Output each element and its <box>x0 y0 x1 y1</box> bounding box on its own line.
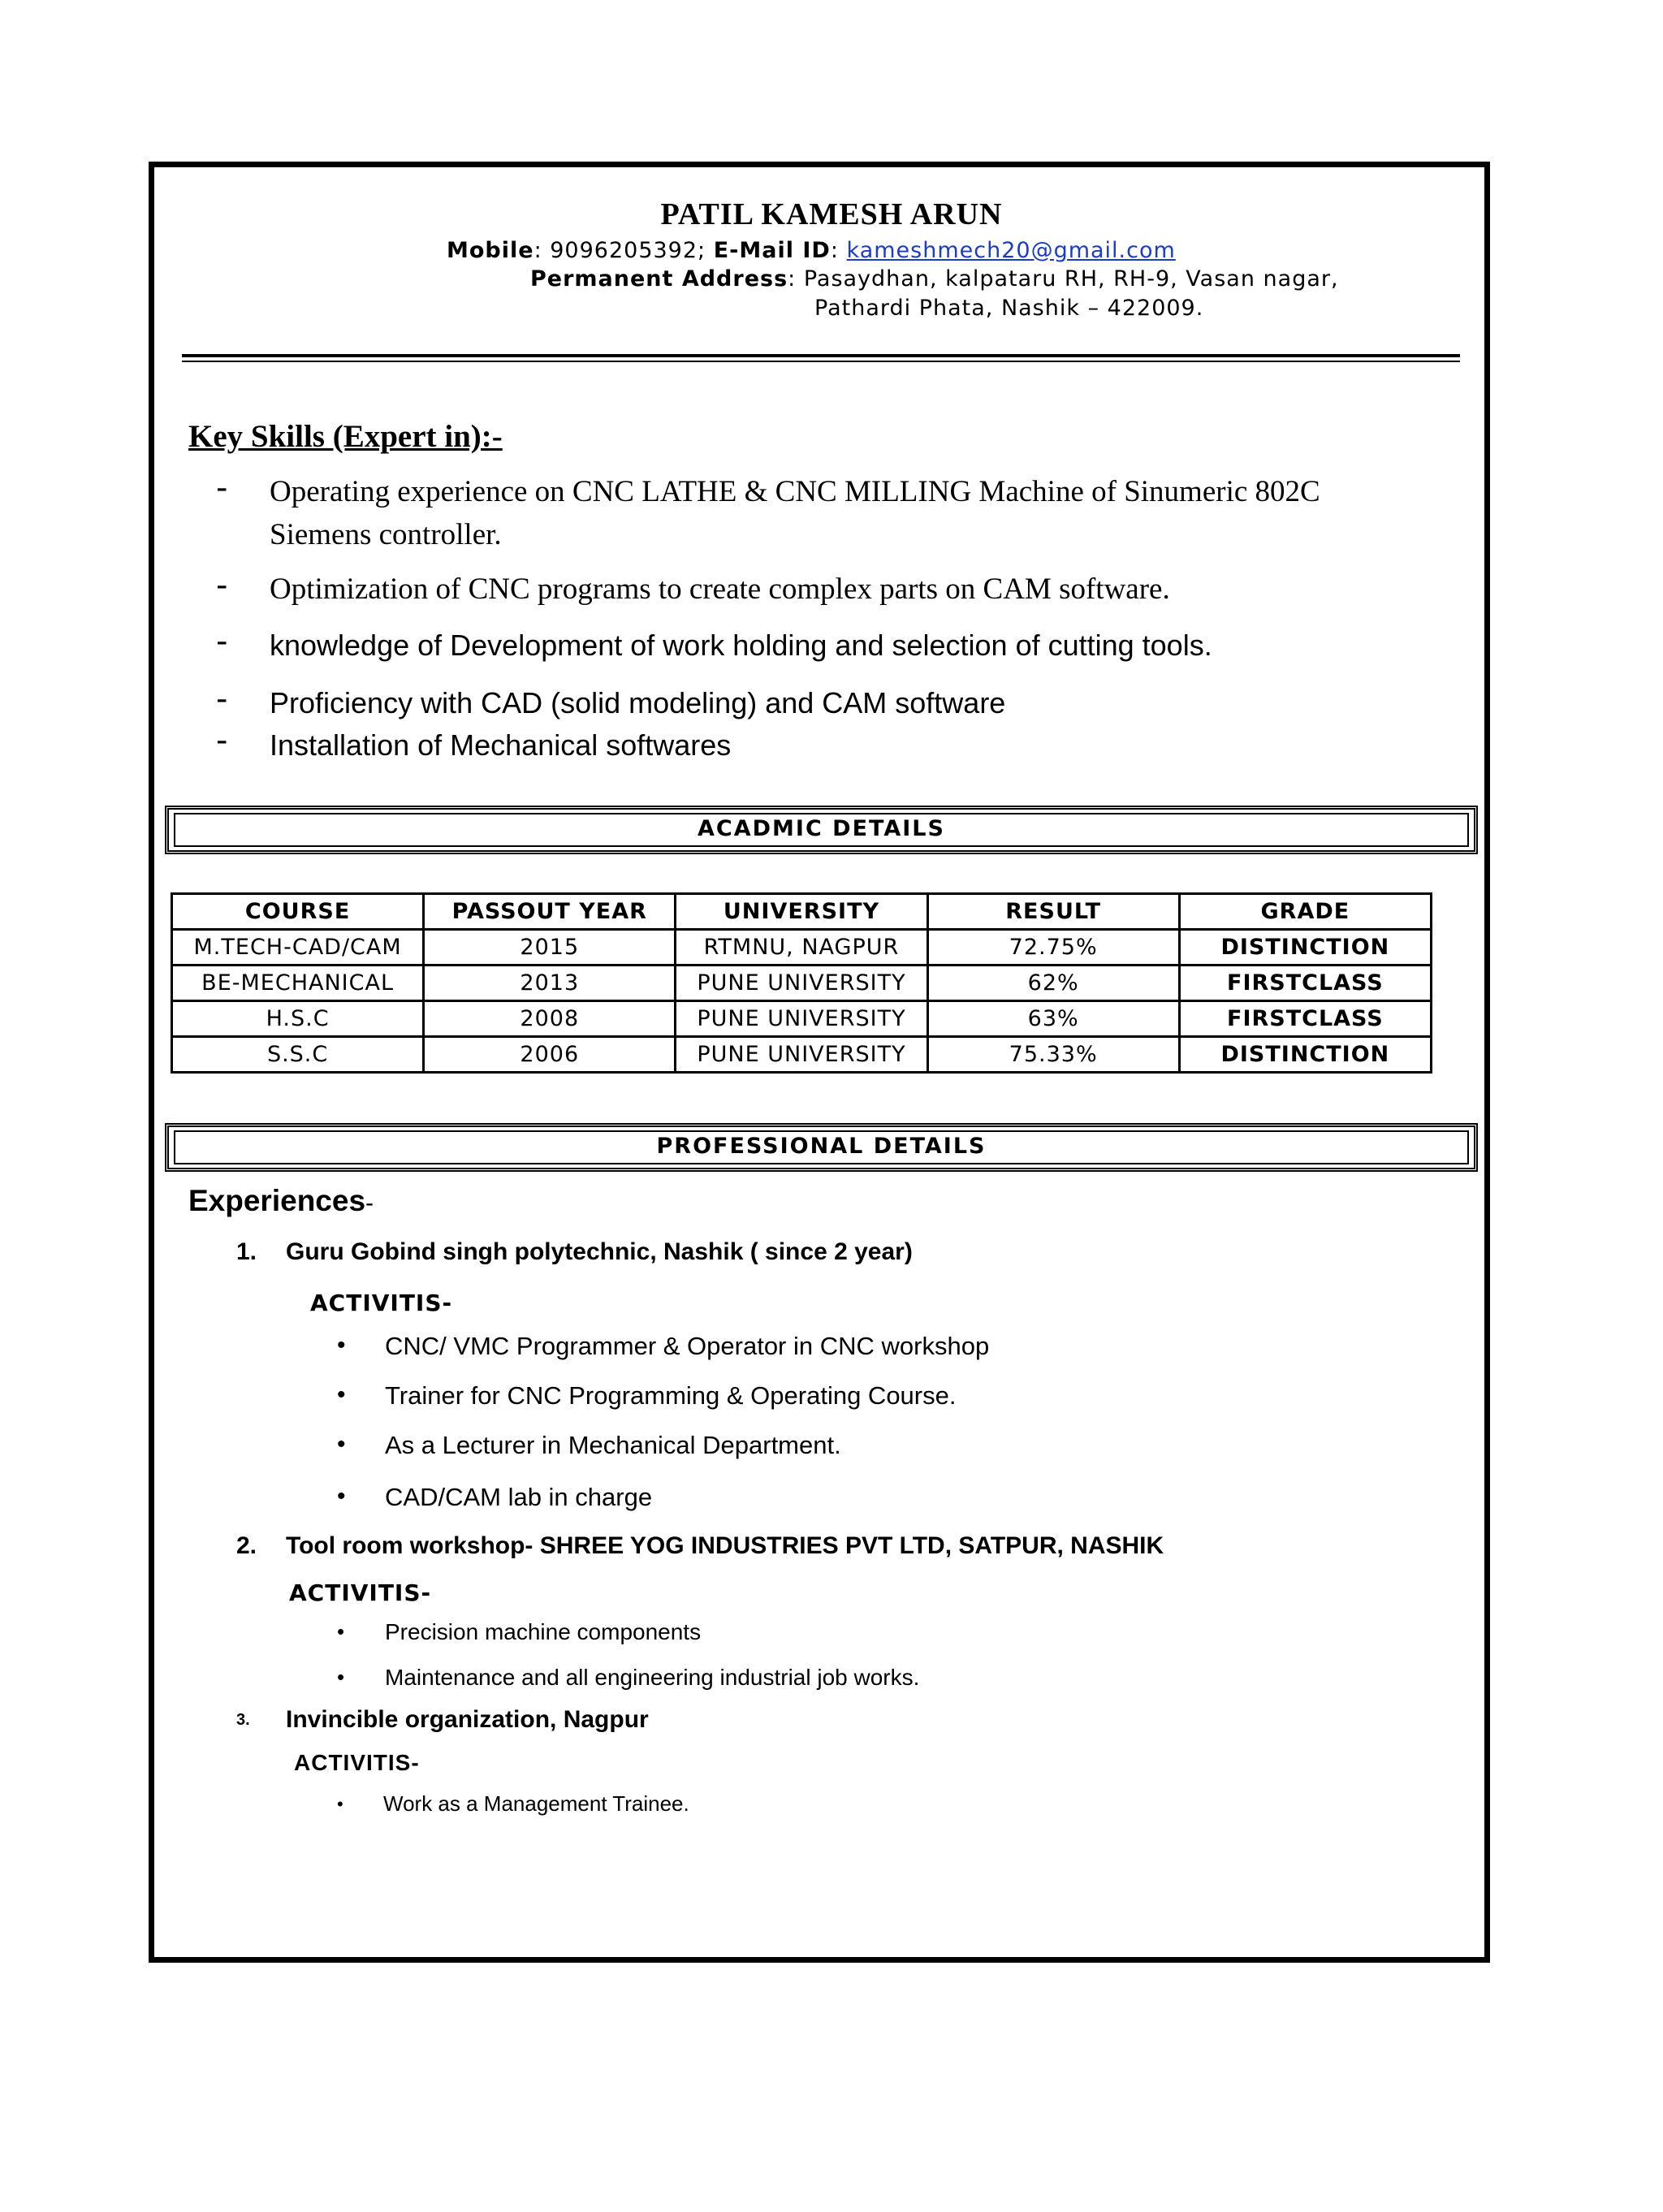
job-3-title: Invincible organization, Nagpur <box>286 1706 649 1733</box>
cell-university: PUNE UNIVERSITY <box>676 1037 927 1073</box>
address-label: Permanent Address <box>530 266 788 292</box>
skill-dash-1: - <box>216 469 228 507</box>
cell-course: M.TECH-CAD/CAM <box>172 930 424 966</box>
professional-section-inner-border <box>174 1130 1469 1164</box>
key-skills-heading: Key Skills (Expert in):- <box>188 419 503 454</box>
bullet-icon: • <box>337 1332 346 1359</box>
job-1-activity-1: CNC/ VMC Programmer & Operator in CNC workshop <box>385 1332 990 1360</box>
professional-section-header <box>165 1123 1478 1172</box>
bullet-icon: • <box>337 1665 345 1689</box>
job-2-number: 2. <box>236 1532 257 1559</box>
cell-year: 2006 <box>424 1037 676 1073</box>
skill-dash-4: - <box>216 680 228 718</box>
cell-grade: DISTINCTION <box>1179 930 1431 966</box>
bullet-icon: • <box>337 1483 346 1510</box>
header-divider-bottom <box>182 361 1460 362</box>
cell-result: 75.33% <box>927 1037 1179 1073</box>
address-line-1 <box>530 266 1339 292</box>
bullet-icon: • <box>337 1381 346 1408</box>
job-2-activity-2: Maintenance and all engineering industrial job works. <box>385 1665 920 1690</box>
job-1-number: 1. <box>236 1238 257 1265</box>
professional-section-title: PROFESSIONAL DETAILS <box>656 1134 987 1159</box>
job-1-activity-3: As a Lecturer in Mechanical Department. <box>385 1431 841 1459</box>
table-row <box>172 930 1432 966</box>
skill-item-1: Operating experience on CNC LATHE & CNC MILLING Machine of Sinumeric 802C <box>270 475 1320 508</box>
cell-course: H.S.C <box>172 1001 424 1037</box>
contact-line <box>447 238 1176 263</box>
cell-university: PUNE UNIVERSITY <box>676 1001 927 1037</box>
skill-dash-5: - <box>216 722 228 759</box>
skill-dash-3: - <box>216 623 228 660</box>
skill-dash-2: - <box>216 567 228 604</box>
cell-year: 2008 <box>424 1001 676 1037</box>
column-grade: GRADE <box>1179 894 1431 930</box>
experiences-heading-dash: - <box>365 1190 374 1216</box>
job-2-activity-1: Precision machine components <box>385 1619 702 1644</box>
academic-section-header <box>165 806 1478 854</box>
experiences-heading-text: Experiences <box>188 1184 366 1217</box>
job-1-activity-4: CAD/CAM lab in charge <box>385 1483 653 1511</box>
cell-course: S.S.C <box>172 1037 424 1073</box>
skill-item-2: Optimization of CNC programs to create complex parts on CAM software. <box>270 572 1170 606</box>
experiences-heading <box>188 1184 374 1218</box>
skill-item-5: Installation of Mechanical softwares <box>270 728 732 762</box>
table-row <box>172 966 1432 1001</box>
mobile-value: : 9096205392; <box>533 238 706 263</box>
cell-year: 2013 <box>424 966 676 1001</box>
email-separator: : <box>830 238 839 263</box>
skill-item-4: Proficiency with CAD (solid modeling) and CAM software <box>270 686 1006 719</box>
skill-item-3: knowledge of Development of work holding and selection of cutting tools. <box>270 629 1212 662</box>
bullet-icon: • <box>337 1431 346 1458</box>
bullet-icon: • <box>337 1794 343 1814</box>
job-3-activity-1: Work as a Management Trainee. <box>383 1791 689 1816</box>
academic-table <box>171 892 1432 1074</box>
column-result: RESULT <box>927 894 1179 930</box>
job-1-title: Guru Gobind singh polytechnic, Nashik ( since 2 year) <box>286 1238 913 1265</box>
skill-item-1-cont: Siemens controller. <box>270 518 502 551</box>
cell-result: 62% <box>927 966 1179 1001</box>
mobile-label: Mobile <box>447 238 534 263</box>
job-1-activities-label: ACTIVITIS- <box>310 1290 453 1316</box>
cell-year: 2015 <box>424 930 676 966</box>
academic-section-inner-border <box>174 813 1469 847</box>
header-divider-top <box>182 354 1460 357</box>
address-line-2: Pathardi Phata, Nashik – 422009. <box>814 296 1204 321</box>
column-passout-year: PASSOUT YEAR <box>424 894 676 930</box>
cell-result: 72.75% <box>927 930 1179 966</box>
table-row <box>172 1037 1432 1073</box>
table-row <box>172 1001 1432 1037</box>
email-label: E-Mail ID <box>713 238 831 263</box>
cell-course: BE-MECHANICAL <box>172 966 424 1001</box>
cell-university: PUNE UNIVERSITY <box>676 966 927 1001</box>
cell-grade: DISTINCTION <box>1179 1037 1431 1073</box>
column-university: UNIVERSITY <box>676 894 927 930</box>
cell-grade: FIRSTCLASS <box>1179 966 1431 1001</box>
job-2-activities-label: ACTIVITIS- <box>289 1579 432 1606</box>
cell-result: 63% <box>927 1001 1179 1037</box>
column-course: COURSE <box>172 894 424 930</box>
email-link[interactable]: kameshmech20@gmail.com <box>846 238 1176 263</box>
candidate-name: PATIL KAMESH ARUN <box>660 197 1003 231</box>
cell-university: RTMNU, NAGPUR <box>676 930 927 966</box>
cell-grade: FIRSTCLASS <box>1179 1001 1431 1037</box>
job-2-title: Tool room workshop- SHREE YOG INDUSTRIES PVT LTD, SATPUR, NASHIK <box>286 1532 1164 1559</box>
bullet-icon: • <box>337 1619 345 1644</box>
job-3-number: 3. <box>236 1711 250 1729</box>
job-3-activities-label: ACTIVITIS- <box>294 1750 420 1775</box>
job-1-activity-2: Trainer for CNC Programming & Operating Course. <box>385 1381 957 1410</box>
academic-section-title: ACADMIC DETAILS <box>698 816 945 841</box>
address-value-1: : Pasaydhan, kalpataru RH, RH-9, Vasan nagar, <box>788 266 1339 292</box>
table-header-row <box>172 894 1432 930</box>
